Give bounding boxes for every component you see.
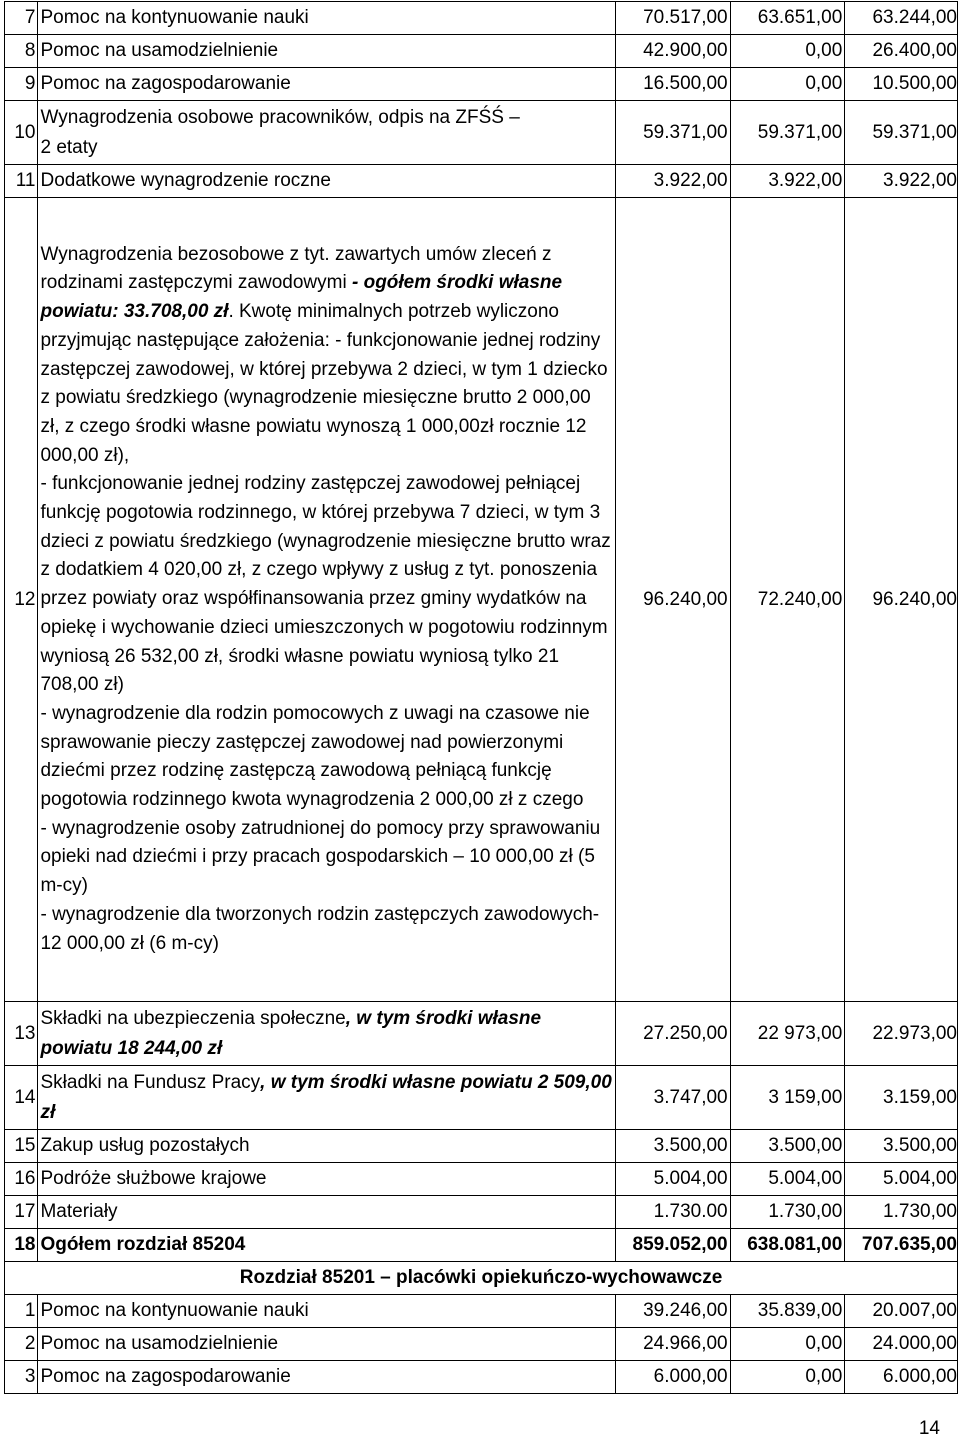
value-2: 35.839,00	[730, 1295, 845, 1328]
value-2: 0,00	[730, 68, 845, 101]
row-description: Materiały	[38, 1196, 615, 1229]
row-number: 10	[5, 101, 38, 165]
row-description: Pomoc na zagospodarowanie	[38, 68, 615, 101]
value-3: 10.500,00	[845, 68, 958, 101]
value-1: 96.240,00	[615, 198, 730, 1002]
row-number: 12	[5, 198, 38, 1002]
value-1: 859.052,00	[615, 1229, 730, 1262]
value-3: 3.159,00	[845, 1066, 958, 1130]
value-2: 0,00	[730, 1361, 845, 1394]
value-3: 1.730,00	[845, 1196, 958, 1229]
row-number: 3	[5, 1361, 38, 1394]
row-number: 18	[5, 1229, 38, 1262]
value-1: 3.922,00	[615, 165, 730, 198]
emphasis-text: - ogółem środki własne powiatu: 33.708,00 zł	[40, 272, 563, 323]
table-row	[5, 35, 958, 68]
row-number: 16	[5, 1163, 38, 1196]
table-row	[5, 1130, 958, 1163]
value-2: 22 973,00	[730, 1002, 845, 1066]
value-1: 42.900,00	[615, 35, 730, 68]
table-row	[5, 68, 958, 101]
value-1: 24.966,00	[615, 1328, 730, 1361]
table-row	[5, 198, 958, 1002]
value-3: 5.004,00	[845, 1163, 958, 1196]
value-2: 3.500,00	[730, 1130, 845, 1163]
value-2: 72.240,00	[730, 198, 845, 1002]
row-description: Pomoc na zagospodarowanie	[38, 1361, 615, 1394]
table-row	[5, 1163, 958, 1196]
value-2: 638.081,00	[730, 1229, 845, 1262]
value-2: 0,00	[730, 35, 845, 68]
row-description	[38, 198, 615, 1002]
value-3: 63.244,00	[845, 2, 958, 35]
value-3: 22.973,00	[845, 1002, 958, 1066]
value-3: 20.007,00	[845, 1295, 958, 1328]
row-description: Pomoc na kontynuowanie nauki	[38, 2, 615, 35]
table-row	[5, 1002, 958, 1066]
value-2: 3.922,00	[730, 165, 845, 198]
value-1: 59.371,00	[615, 101, 730, 165]
table-row	[5, 1196, 958, 1229]
value-3: 24.000,00	[845, 1328, 958, 1361]
value-1: 16.500,00	[615, 68, 730, 101]
row-description: Składki na ubezpieczenia społeczne, w tym środki własne powiatu 18 244,00 zł	[38, 1002, 615, 1066]
description-line: Wynagrodzenia osobowe pracowników, odpis na ZFŚŚ –	[40, 106, 520, 128]
row-number: 1	[5, 1295, 38, 1328]
value-3: 3.922,00	[845, 165, 958, 198]
value-3: 6.000,00	[845, 1361, 958, 1394]
row-number: 2	[5, 1328, 38, 1361]
row-number: 15	[5, 1130, 38, 1163]
row-number: 13	[5, 1002, 38, 1066]
table-row	[5, 165, 958, 198]
section-heading-row	[5, 1262, 958, 1295]
row-number: 14	[5, 1066, 38, 1130]
budget-table	[4, 1, 958, 1394]
value-2: 3 159,00	[730, 1066, 845, 1130]
row-description	[38, 101, 615, 165]
value-1: 3.500,00	[615, 1130, 730, 1163]
description-paragraph: - funkcjonowanie jednej rodziny zastępczej zawodowej pełniącej funkcję pogotowia rodzinnego, w której przebywa 7 dzieci, w tym 3 dzieci z powiatu średzkiego (wynagrodzenie miesięczne brutto wraz z dodatkiem 4 020,00 zł, z czego wpływy z usług z tyt. ponoszenia przez powiaty oraz współfinansowania przez gminy wydatków na opiekę i wychowanie dzieci umieszczonych w pogotowiu rodzinnym wyniosą 26 532,00 zł, środki własne powiatu wyniosą tylko 21 708,00 zł)	[40, 473, 611, 696]
value-2: 5.004,00	[730, 1163, 845, 1196]
value-2: 0,00	[730, 1328, 845, 1361]
value-1: 5.004,00	[615, 1163, 730, 1196]
description-line: 2 etaty	[40, 136, 98, 158]
row-description: Dodatkowe wynagrodzenie roczne	[38, 165, 615, 198]
value-3: 707.635,00	[845, 1229, 958, 1262]
description-paragraph: - wynagrodzenie osoby zatrudnionej do pomocy przy sprawowaniu opieki nad dziećmi i przy pracach gospodarskich – 10 000,00 zł (5 m-cy)	[40, 817, 601, 897]
table-row	[5, 101, 958, 165]
row-description: Składki na Fundusz Pracy, w tym środki własne powiatu 2 509,00 zł	[38, 1066, 615, 1130]
row-description: Pomoc na usamodzielnienie	[38, 1328, 615, 1361]
value-3: 59.371,00	[845, 101, 958, 165]
value-1: 39.246,00	[615, 1295, 730, 1328]
total-row	[5, 1229, 958, 1262]
row-number: 17	[5, 1196, 38, 1229]
row-number: 7	[5, 2, 38, 35]
value-1: 70.517,00	[615, 2, 730, 35]
emphasis-text: , w tym środki własne powiatu 18 244,00 zł	[40, 1007, 542, 1059]
row-description: Ogółem rozdział 85204	[38, 1229, 615, 1262]
table-row	[5, 1066, 958, 1130]
table-row	[5, 1328, 958, 1361]
value-2: 63.651,00	[730, 2, 845, 35]
value-2: 1.730,00	[730, 1196, 845, 1229]
section-heading: Rozdział 85201 – placówki opiekuńczo-wychowawcze	[5, 1262, 958, 1295]
row-number: 8	[5, 35, 38, 68]
value-2: 59.371,00	[730, 101, 845, 165]
value-3: 96.240,00	[845, 198, 958, 1002]
row-number: 9	[5, 68, 38, 101]
row-description: Pomoc na kontynuowanie nauki	[38, 1295, 615, 1328]
table-row	[5, 1361, 958, 1394]
row-number: 11	[5, 165, 38, 198]
row-description: Podróże służbowe krajowe	[38, 1163, 615, 1196]
description-paragraph: - wynagrodzenie dla rodzin pomocowych z uwagi na czasowe nie sprawowanie pieczy zastępczej zawodowej nad powierzonymi dziećmi przez rodzinę zastępczą zawodową pełniącą funkcję pogotowia rodzinnego kwota wynagrodzenia 2 000,00 zł z czego	[40, 702, 590, 811]
value-1: 1.730.00	[615, 1196, 730, 1229]
value-3: 26.400,00	[845, 35, 958, 68]
table-row	[5, 1295, 958, 1328]
row-description: Zakup usług pozostałych	[38, 1130, 615, 1163]
page-number: 14	[918, 1418, 940, 1439]
row-description: Pomoc na usamodzielnienie	[38, 35, 615, 68]
value-1: 6.000,00	[615, 1361, 730, 1394]
description-paragraph: - wynagrodzenie dla tworzonych rodzin zastępczych zawodowych- 12 000,00 zł (6 m-cy)	[40, 903, 600, 954]
value-3: 3.500,00	[845, 1130, 958, 1163]
description-paragraph: Wynagrodzenia bezosobowe z tyt. zawartych umów zleceń z rodzinami zastępczymi zawodowymi - ogółem środki własne powiatu: 33.708,00 zł. Kwotę minimalnych potrzeb wyliczono przyjmując następujące założenia: - funkcjonowanie jednej rodziny zastępczej zawodowej, w której przebywa 2 dzieci, w tym 1 dziecko z powiatu średzkiego (wynagrodzenie miesięczne brutto 2 000,00 zł, z czego środki własne powiatu wynoszą 1 000,00zł rocznie 12 000,00 zł),	[40, 243, 608, 466]
table-row	[5, 2, 958, 35]
value-1: 3.747,00	[615, 1066, 730, 1130]
value-1: 27.250,00	[615, 1002, 730, 1066]
emphasis-text: , w tym środki własne powiatu 2 509,00 zł	[40, 1071, 612, 1123]
